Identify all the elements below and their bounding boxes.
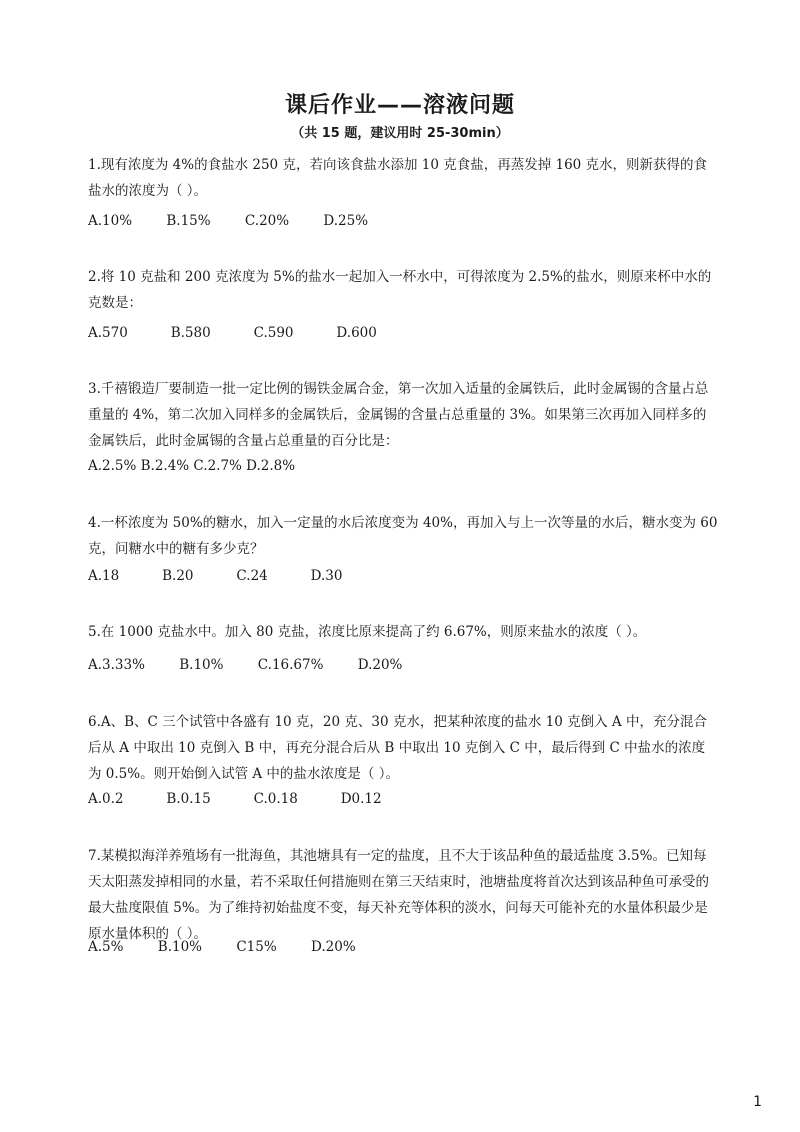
question-2-options: A.570 B.580 C.590 D.600 [88,325,377,341]
question-7-options: A.5% B.10% C15% D.20% [88,939,356,955]
question-4-options: A.18 B.20 C.24 D.30 [88,568,343,584]
question-3-options: A.2.5% B.2.4% C.2.7% D.2.8% [88,458,296,474]
page-subtitle: （共 15 题，建议用时 25-30min） [291,126,509,141]
question-2-text: 2.将 10 克盐和 200 克浓度为 5%的盐水一起加入一杯水中，可得浓度为 2.5%的盐水，则原来杯中水的克数是： [88,269,712,311]
question-1-options: A.10% B.15% C.20% D.25% [88,213,369,229]
question-5-text: 5.在 1000 克盐水中。加入 80 克盐，浓度比原来提高了约 6.67%，则原来盐水的浓度（ ）。 [88,624,647,640]
question-1-text: 1.现有浓度为 4%的食盐水 250 克，若向该食盐水添加 10 克食盐，再蒸发掉 160 克水，则新获得的食盐水的浓度为（ ）。 [88,157,708,199]
question-6-text: 6.A、B、C 三个试管中各盛有 10 克，20 克、30 克水，把某种浓度的盐水 10 克倒入 A 中，充分混合后从 A 中取出 10 克倒入 B 中，再充分混合后从 B 中取出 10 克倒入 C 中，最后得到 C 中盐水的浓度为 0.5%。则开始倒入试管 A 中的盐水浓度是（ ）。 [88,714,707,782]
question-4-text: 4.一杯浓度为 50%的糖水，加入一定量的水后浓度变为 40%，再加入与上一次等量的水后，糖水变为 60 克，问糖水中的糖有多少克？ [88,515,718,557]
question-7-text: 7.某模拟海洋养殖场有一批海鱼，其池塘具有一定的盐度，且不大于该品种鱼的最适盐度 3.5%。已知每天太阳蒸发掉相同的水量，若不采取任何措施则在第三天结束时，池塘盐度将首次达到该品种鱼可承受的最大盐度限值 5%。为了维持初始盐度不变，每天补充等体积的淡水，问每天可能补充的水量体积最少是原水量体积的（ ）。 [88,848,709,942]
question-6-options: A.0.2 B.0.15 C.0.18 D0.12 [88,791,382,807]
question-3-text: 3.千禧锻造厂要制造一批一定比例的锡铁金属合金，第一次加入适量的金属铁后，此时金属锡的含量占总重量的 4%，第二次加入同样多的金属铁后，金属锡的含量占总重量的 3%。如果第三次再加入同样多的金属铁后，此时金属锡的含量占总重量的百分比是： [88,381,709,449]
question-5-options: A.3.33% B.10% C.16.67% D.20% [88,657,403,673]
page-number: 1 [753,1094,762,1110]
page-title: 课后作业——溶液问题 [284,93,515,118]
